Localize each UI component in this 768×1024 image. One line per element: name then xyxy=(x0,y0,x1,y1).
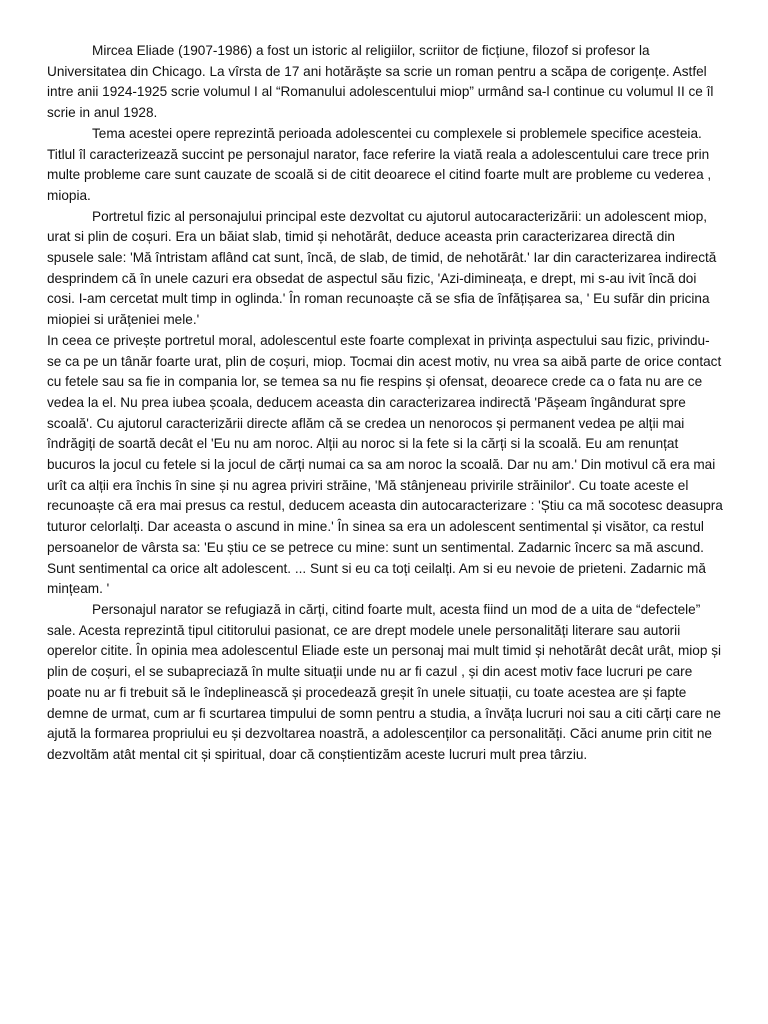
paragraph-intro: Mircea Eliade (1907-1986) a fost un istoric al religiilor, scriitor de ficțiune, filozof si profesor la Universitatea din Chicago. La vîrsta de 17 ani hotărăște sa scrie un roman pentru a scăpa de corigențe. Astfel intre anii 1924-1925 scrie volumul I al “Romanului adolescentului miop” urmând sa-l continue cu volumul II ce îl scrie in anul 1928. xyxy=(47,43,714,121)
paragraph-moral-portrait: In ceea ce privește portretul moral, adolescentul este foarte complexat in privința aspectului sau fizic, privindu-se ca pe un tânăr foarte urat, plin de coșuri, miop. Tocmai din acest motiv, nu vrea sa aibă parte de orice contact cu fetele sau sa fie in compania lor, se temea sa nu fie respins și ofensat, deoarece crede ca o fata nu are ce vedea la el. Nu prea iubea școala, deducem aceasta din caracterizarea indirectă 'Pășeam îngândurat spre scoală'. Cu ajutorul caracterizării directe aflăm că se credea un nenorocos și permanent vedea pe alții mai îndrăgiți de soartă decât el 'Eu nu am noroc. Alții au noroc si la fete si la cărți si la scoală. Eu am renunțat bucuros la jocul cu fetele si la jocul de cărți numai ca sa am noroc la scoală. Dar nu am.' Din motivul că era mai urît ca alții era închis în sine și nu agrea priviri străine, 'Mă stânjeneau privirile străinilor'. Cu toate aceste el recunoaște că era mai presus ca restul, deducem aceasta din autocaracterizare : 'Știu ca mă socotesc deasupra tuturor celorlalți. Dar aceasta o ascund in mine.' În sinea sa era un adolescent sentimental și visător, ca restul persoanelor de vârsta sa: 'Eu știu ce se petrece cu mine: sunt un sentimental. Zadarnic încerc sa mă ascund. Sunt sentimental ca orice alt adolescent. ... Sunt si eu ca toți ceilalți. Am si eu nevoie de prieteni. Zadarnic mă mințeam. ' xyxy=(47,332,723,597)
document-page xyxy=(47,41,723,766)
paragraph-conclusion: Personajul narator se refugiază in cărți, citind foarte mult, acesta fiind un mod de a uita de “defectele” sale. Acesta reprezintă tipul cititorului pasionat, ce are drept modele unele personalități literare sau autorii operelor citite. În opinia mea adolescentul Eliade este un personaj mai mult timid și nehotărât decât urât, miop și plin de coșuri, el se subapreciază în multe situații unde nu ar fi cazul , și din acest motiv face lucruri pe care poate nu ar fi trebuit să le îndeplinească și procedează greșit în unele situații, cu toate acestea are și fapte demne de urmat, cum ar fi scurtarea timpului de somn pentru a studia, a învăța lucruri noi sau a citi cărți care ne ajută la formarea propriului eu și dezvoltarea noastră, a adolescenților ca personalități. Căci anume prin citit ne dezvoltăm atât mental cit și spiritual, doar că conștientizăm aceste lucruri mult prea târziu. xyxy=(47,601,722,762)
paragraph-theme: Tema acestei opere reprezintă perioada adolescentei cu complexele si problemele specifice acesteia. Titlul îl caracterizează succint pe personajul narator, face referire la viată reala a adolescentului care trece prin multe probleme care sunt cauzate de scoală si de citit deoarece el citind foarte mult are probleme cu vederea , miopia. xyxy=(47,125,712,203)
paragraph-physical-portrait: Portretul fizic al personajului principal este dezvoltat cu ajutorul autocaracterizării: un adolescent miop, urat si plin de coșuri. Era un băiat slab, timid și nehotărât, deduce aceasta prin caracterizarea directă din spusele sale: 'Mă întristam aflând cat sunt, încă, de slab, de timid, de nehotărât.' Iar din caracterizarea indirectă desprindem că în unele cazuri era obsedat de aspectul său fizic, 'Azi-dimineața, e drept, mi s-au ivit încă doi cosi. I-am cercetat mult timp in oglinda.' În roman recunoaște că se sfia de înfățișarea sa, ' Eu sufăr din pricina miopiei si urățeniei mele.' xyxy=(47,208,717,328)
